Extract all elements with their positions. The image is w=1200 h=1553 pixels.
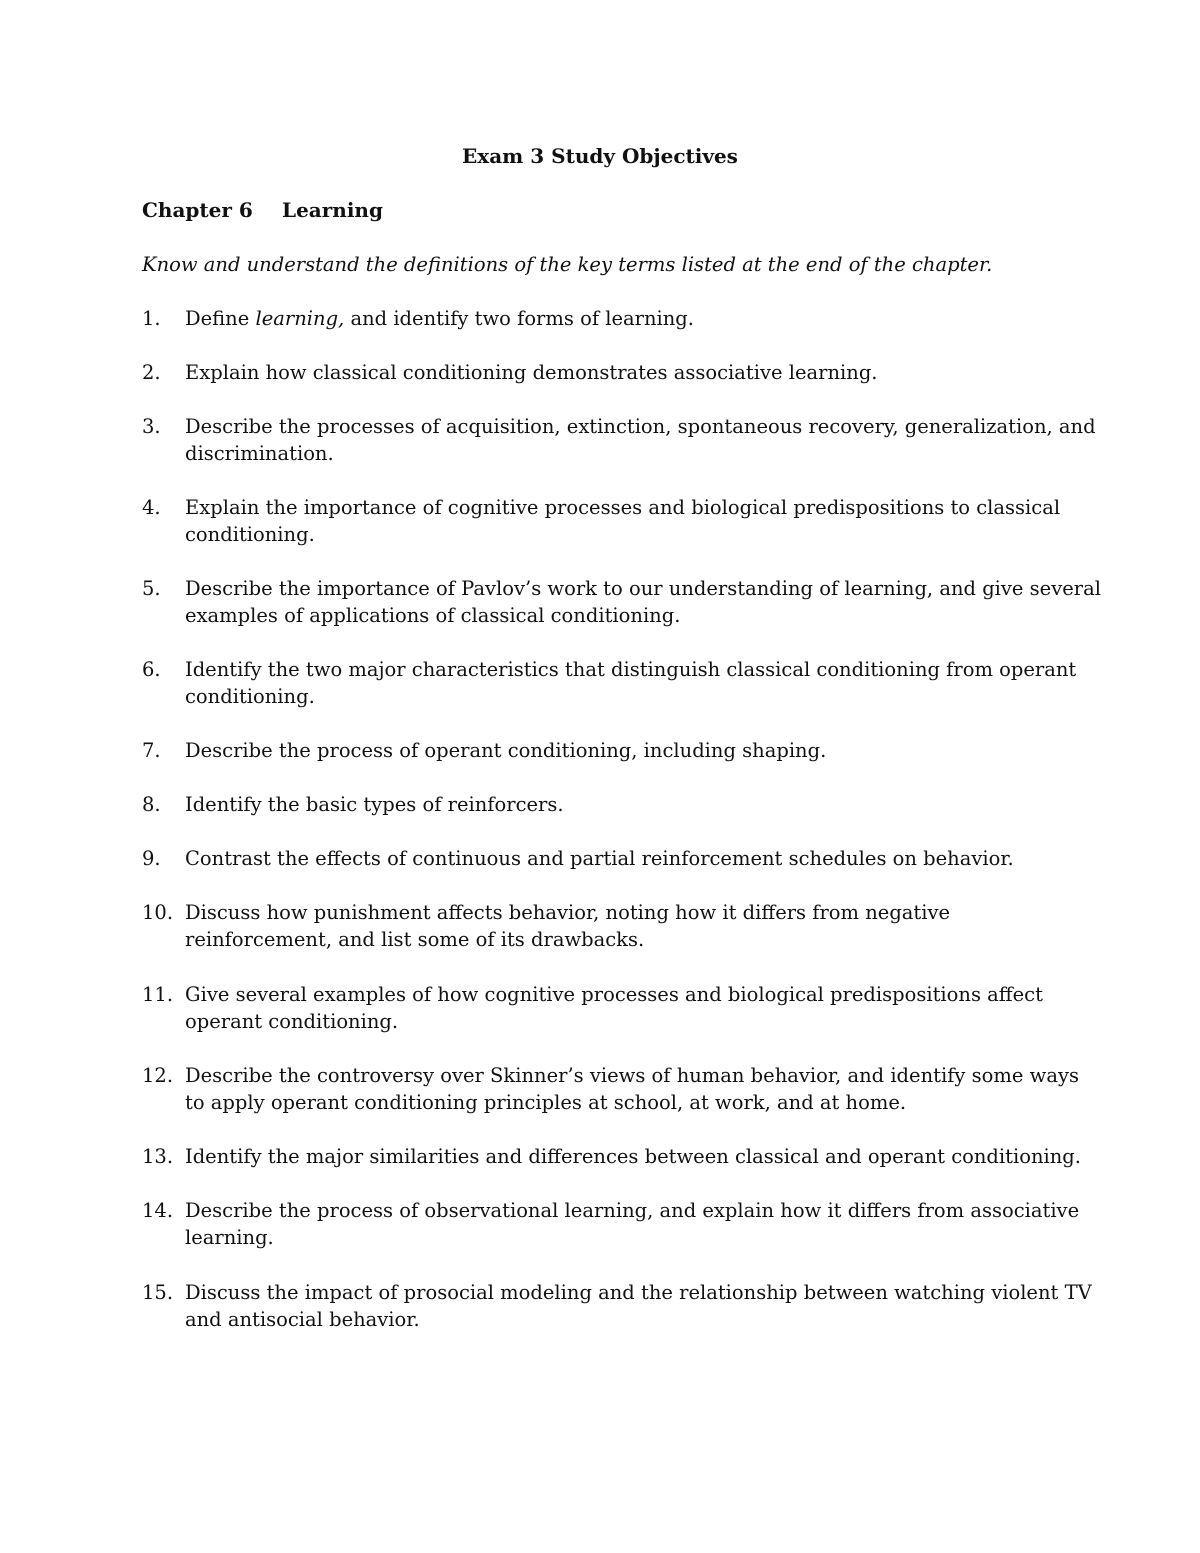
page-title: Exam 3 Study Objectives [462, 144, 738, 168]
objective-item [142, 494, 1072, 548]
objective-number: 13. [142, 1145, 174, 1168]
objective-text [185, 845, 1075, 872]
objective-number: 7. [142, 739, 161, 762]
objective-text [185, 656, 1075, 710]
objective-number: 5. [142, 577, 161, 600]
objective-emphasis: learning, [255, 307, 345, 330]
objective-number: 1. [142, 307, 161, 330]
objective-line: Explain the importance of cognitive processes and biological predispositions to classical [185, 496, 1061, 519]
objective-text [185, 359, 1075, 386]
objective-line: and antisocial behavior. [185, 1308, 420, 1331]
objective-line: Describe the process of observational learning, and explain how it differs from associative [185, 1199, 1080, 1222]
objective-line: conditioning. [185, 685, 315, 708]
objective-item [142, 305, 1072, 332]
objective-item [142, 981, 1072, 1035]
objective-line: conditioning. [185, 523, 315, 546]
objective-item [142, 1279, 1092, 1333]
objective-text [185, 1279, 1092, 1333]
objective-item [142, 1197, 1080, 1251]
objective-number: 4. [142, 496, 161, 519]
objective-number: 11. [142, 983, 174, 1006]
chapter-number: Chapter 6 [142, 198, 253, 222]
objective-text [185, 1062, 1079, 1116]
chapter-heading [142, 197, 383, 224]
objective-line: Describe the process of operant conditioning, including shaping. [185, 739, 827, 762]
objective-text-part: Define [185, 307, 256, 330]
objective-text [185, 737, 1075, 764]
objective-line: Identify the two major characteristics that distinguish classical conditioning from operant [185, 658, 1077, 681]
objective-line: Discuss how punishment affects behavior, noting how it differs from negative [185, 901, 951, 924]
objective-text [185, 791, 1075, 818]
objective-text [185, 981, 1075, 1035]
objective-item [142, 899, 1072, 953]
objective-line: operant conditioning. [185, 1010, 399, 1033]
objective-text [185, 305, 1075, 332]
objective-line: Explain how classical conditioning demonstrates associative learning. [185, 361, 878, 384]
objective-number: 3. [142, 415, 161, 438]
objective-item [142, 791, 1072, 818]
objective-text [185, 413, 1096, 467]
objective-number: 15. [142, 1281, 174, 1304]
objective-line: reinforcement, and list some of its drawbacks. [185, 928, 645, 951]
objective-number: 9. [142, 847, 161, 870]
chapter-name: Learning [282, 198, 383, 222]
objective-line: Describe the importance of Pavlov’s work to our understanding of learning, and give several [185, 577, 1101, 600]
objective-line: examples of applications of classical conditioning. [185, 604, 681, 627]
objective-text [185, 899, 1075, 953]
objective-item [142, 845, 1072, 872]
objective-text [185, 575, 1101, 629]
objective-line: Contrast the effects of continuous and partial reinforcement schedules on behavior. [185, 847, 1014, 870]
objective-line: learning. [185, 1226, 274, 1249]
objective-line: to apply operant conditioning principles at school, at work, and at home. [185, 1091, 907, 1114]
objective-line: discrimination. [185, 442, 334, 465]
objective-line: Identify the basic types of reinforcers. [185, 793, 564, 816]
objective-line: Describe the processes of acquisition, extinction, spontaneous recovery, generalization, and [185, 415, 1096, 438]
objective-item [142, 575, 1101, 629]
objective-number: 12. [142, 1064, 174, 1087]
objective-number: 10. [142, 901, 174, 924]
objective-number: 14. [142, 1199, 174, 1222]
objective-number: 6. [142, 658, 161, 681]
objective-line: Identify the major similarities and differences between classical and operant conditioning. [185, 1145, 1081, 1168]
objective-text [185, 1197, 1080, 1251]
objective-line: Discuss the impact of prosocial modeling and the relationship between watching violent TV [185, 1281, 1092, 1304]
objective-item [142, 737, 1072, 764]
objective-item [142, 359, 1072, 386]
objective-text-part: and identify two forms of learning. [344, 307, 694, 330]
objective-line: Give several examples of how cognitive processes and biological predispositions affect [185, 983, 1043, 1006]
objective-text [185, 1143, 1081, 1170]
objective-number: 8. [142, 793, 161, 816]
intro-instruction: Know and understand the definitions of the key terms listed at the end of the chapter. [142, 253, 993, 276]
objective-item [142, 656, 1077, 710]
objective-text [185, 494, 1075, 548]
objective-item [142, 413, 1096, 467]
objective-line: Describe the controversy over Skinner’s views of human behavior, and identify some ways [185, 1064, 1079, 1087]
objective-number: 2. [142, 361, 161, 384]
objective-item [142, 1062, 1079, 1116]
objective-item [142, 1143, 1081, 1170]
